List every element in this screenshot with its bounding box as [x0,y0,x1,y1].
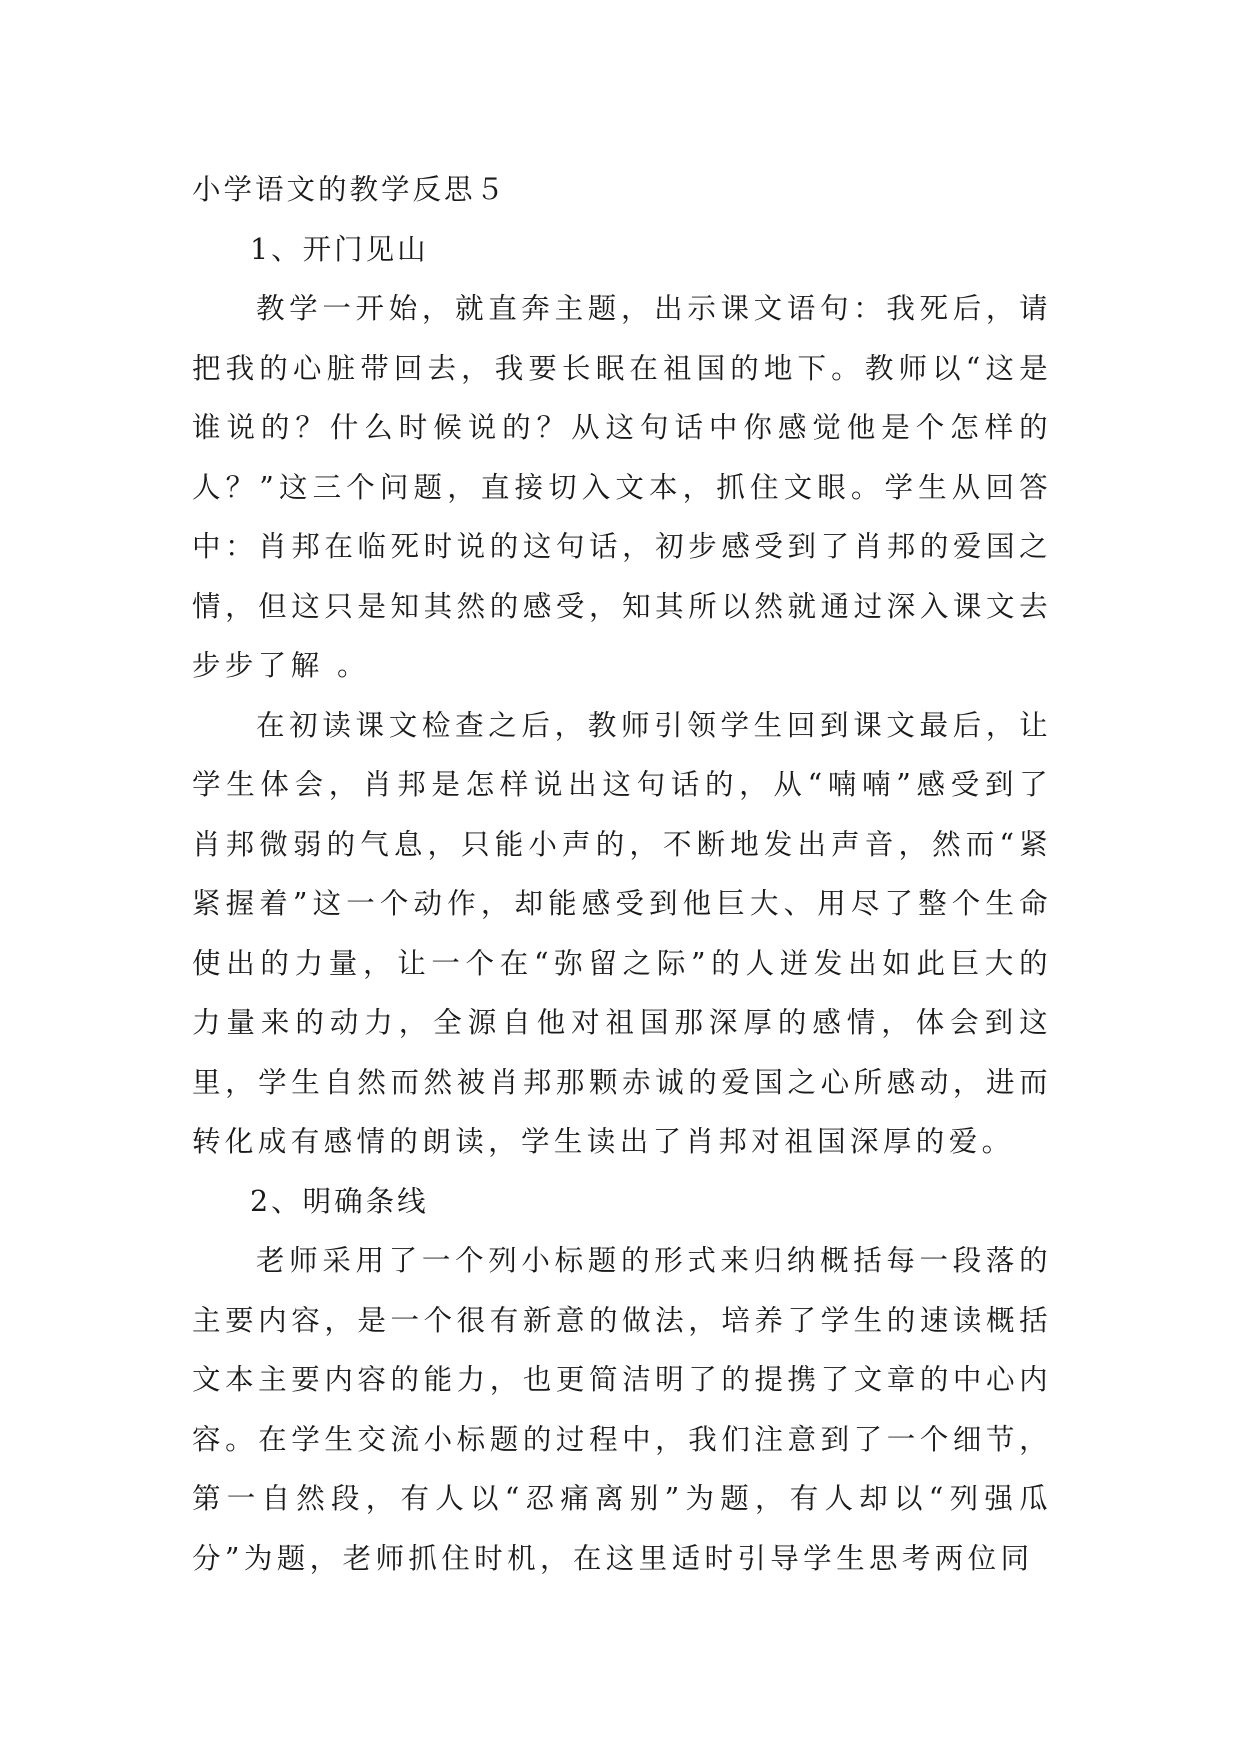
section-heading-2: 2、明确条线 [250,1184,429,1218]
document-title: 小学语文的教学反思５ [192,173,508,206]
paragraph: 老师采用了一个列小标题的形式来归纳概括每一段落的主要内容，是一个很有新意的做法，培养了学生的速读概括文本主要内容的能力，也更简洁明了的提携了文章的中心内容。在学生交流小标题的过程中，我们注意到了一个细节，第一自然段，有人以“忍痛离别”为题，有人却以“列强瓜分”为题，老师抓住时机，在这里适时引导学生思考两位同 [192,1244,1052,1575]
document-page [192,160,1052,1588]
paragraph: 在初读课文检查之后，教师引领学生回到课文最后，让学生体会，肖邦是怎样说出这句话的，从“喃喃”感受到了肖邦微弱的气息，只能小声的，不断地发出声音，然而“紧紧握着”这一个动作，却能感受到他巨大、用尽了整个生命使出的力量，让一个在“弥留之际”的人迸发出如此巨大的力量来的动力，全源自他对祖国那深厚的感情，体会到这里，学生自然而然被肖邦那颗赤诚的爱国之心所感动，进而转化成有感情的朗读，学生读出了肖邦对祖国深厚的爱。 [192,708,1052,1158]
section-heading-1: 1、开门见山 [250,232,429,266]
paragraph: 教学一开始，就直奔主题，出示课文语句：我死后，请把我的心脏带回去，我要长眠在祖国的地下。教师以“这是谁说的？什么时候说的？从这句话中你感觉他是个怎样的人？”这三个问题，直接切入文本，抓住文眼。学生从回答中：肖邦在临死时说的这句话，初步感受到了肖邦的爱国之情，但这只是知其然的感受，知其所以然就通过深入课文去步步了解 。 [192,292,1052,682]
